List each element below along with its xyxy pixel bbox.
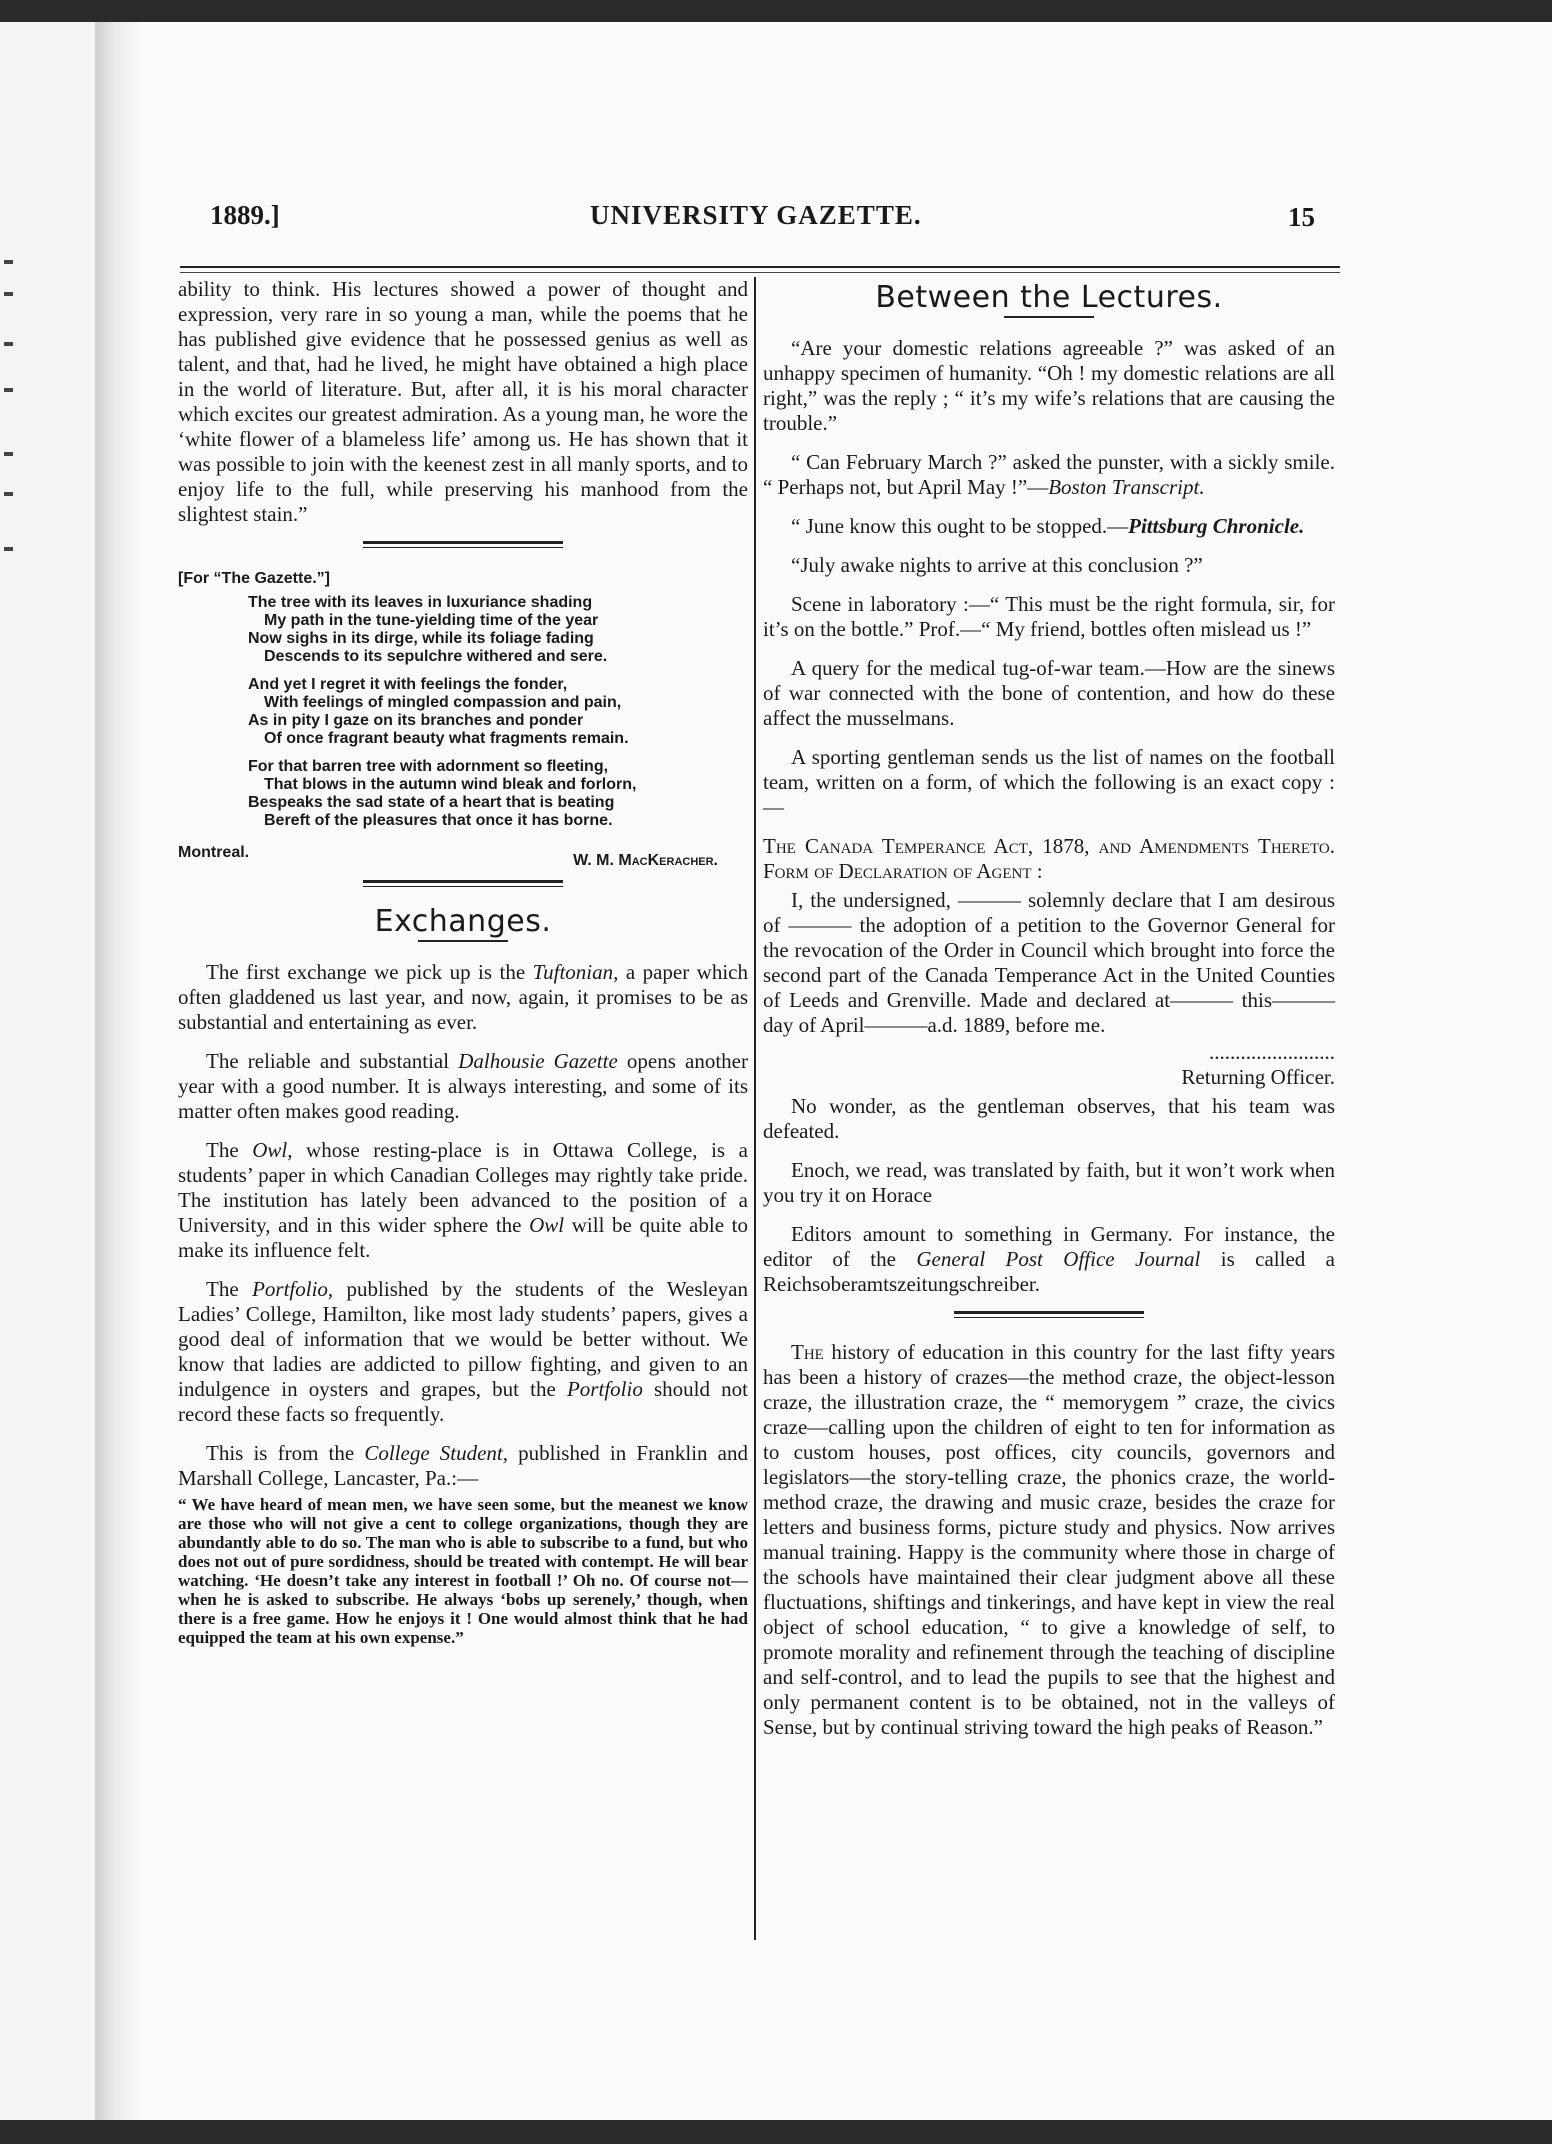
opening-paragraph: ability to think. His lectures showed a power of thought and expression, very rare in so young a man, while the poems that he has published give evidence that he possessed genius as well as talent, and that, had he lived, he might have obtained a high place in the world of literature. But, after all, it is his moral character which excites our greatest admiration. As a young man, he wore the ‘white flower of a blameless life’ among us. He has shown that it was possible to join with the keenest zest in all manly sports, and to enjoy life to the full, while preserving his manhood from the slightest stain.” — [178, 277, 748, 526]
poem-line: Bereft of the pleasures that once it has borne. — [264, 812, 613, 829]
poem-line: As in pity I gaze on its branches and ponder — [248, 712, 584, 729]
poem-for-line: [For “The Gazette.”] — [178, 570, 331, 587]
poem-line: And yet I regret it with feelings the fonder, — [248, 676, 568, 693]
signature-dots: ........................ — [1209, 1040, 1335, 1064]
section-divider — [363, 880, 563, 887]
poem-stanza — [248, 594, 748, 666]
poem-line: Now sighs in its dirge, while its foliage fading — [248, 630, 594, 647]
joke-paragraph: “ Can February March ?” asked the punster, with a sickly smile. “ Perhaps not, but April May !”—Boston Transcript. — [763, 450, 1335, 499]
header-year: 1889.] — [210, 200, 280, 230]
returning-officer: Returning Officer. — [1181, 1065, 1335, 1089]
heading-rule — [1004, 316, 1094, 318]
exchange-paragraph: The reliable and substantial Dalhousie Gazette opens another year with a good number. It is always interesting, and some of its matter often makes good reading. — [178, 1049, 748, 1123]
exchange-paragraph: The first exchange we pick up is the Tuftonian, a paper which often gladdened us last year, and now, again, it promises to be as substantial and entertaining as ever. — [178, 960, 748, 1034]
form-title: The Canada Temperance Act, 1878, and Amendments Thereto. Form of Declaration of Agent : — [763, 834, 1335, 883]
poem-author: W. M. MacKeracher. — [573, 852, 718, 869]
poem-line: My path in the tune-yielding time of the year — [264, 612, 599, 629]
right-column — [763, 277, 1335, 1754]
poem-place: Montreal. — [178, 844, 250, 861]
poem-line: Bespeaks the sad state of a heart that is beating — [248, 794, 615, 811]
left-column — [178, 277, 748, 1661]
education-paragraph: The history of education in this country for the last fifty years has been a history of crazes—the method craze, the object-lesson craze, the illustration craze, the “ memorygem ” craze, the civics craze—calling upon the children of eight to ten for information as to custom houses, post offices, city councils, governors and legislators—the story-telling craze, the phonics craze, the world-method craze, the drawing and music craze, besides the craze for letters and business forms, picture study and physics. Now arrives manual training. Happy is the community where those in charge of the schools have maintained their clear judgment above all these fluctuations, shiftings and tinkerings, and have kept in view the real object of school education, “ to give a knowledge of self, to promote morality and refinement through the teaching of discipline and self-control, and to lead the pupils to see that the highest and only permanent content is to be obtained, not in the valleys of Sense, but by continual striving toward the high peaks of Reason.” — [763, 1340, 1335, 1739]
joke-paragraph: “Are your domestic relations agreeable ?” was asked of an unhappy specimen of humanity. “Oh ! my domestic relations are all right,” was the reply ; “ it’s my wife’s relations that are causing the trouble.” — [763, 336, 1335, 435]
poem-line: Descends to its sepulchre withered and sere. — [264, 648, 608, 665]
exchange-paragraph: The Owl, whose resting-place is in Ottawa College, is a students’ paper in which Canadian Colleges may rightly take pride. The institution has lately been advanced to the position of a University, and in this wider sphere the Owl will be quite able to make its influence felt. — [178, 1138, 748, 1262]
joke-paragraph: Scene in laboratory :—“ This must be the right formula, sir, for it’s on the bottle.” Prof.—“ My friend, bottles often mislead us !” — [763, 592, 1335, 641]
exchange-quote: “ We have heard of mean men, we have seen some, but the meanest we know are those who will not give a cent to college organizations, though they are abundantly able to do so. The man who is able to subscribe to a fund, but who does not out of pure sordidness, should be treated with contempt. He will bear watching. ‘He doesn’t take any interest in football !’ Oh no. Of course not—when he is asked to subscribe. He always ‘bobs up serenely,’ though, when there is a free game. How he enjoys it ! One would almost think that he had equipped the team at his own expense.” — [178, 1495, 748, 1647]
poem-line: That blows in the autumn wind bleak and forlorn, — [264, 776, 637, 793]
joke-paragraph: Enoch, we read, was translated by faith, but it won’t work when you try it on Horace — [763, 1158, 1335, 1207]
joke-paragraph: A query for the medical tug-of-war team.—How are the sinews of war connected with the bone of contention, and how do these affect the musselmans. — [763, 656, 1335, 730]
poem-stanza — [248, 676, 748, 748]
column-divider — [754, 277, 756, 1940]
header-title: UNIVERSITY GAZETTE. — [590, 200, 922, 230]
header-rule-thin — [180, 272, 1340, 273]
joke-paragraph: “ June know this ought to be stopped.—Pittsburg Chronicle. — [791, 514, 1305, 538]
form-body: I, the undersigned, ——— solemnly declare that I am desirous of ——— the adoption of a petition to the Governor General for the revocation of the Order in Council which brought into force the second part of the Canada Temperance Act in the United Counties of Leeds and Grenville. Made and declared at——— this———day of April———a.d. 1889, before me. — [763, 888, 1335, 1037]
exchange-paragraph: The Portfolio, published by the students of the Wesleyan Ladies’ College, Hamilton, like most lady students’ papers, gives a good deal of information that we would be better without. We know that ladies are addicted to pillow fighting, and given to an indulgence in oysters and grapes, but the Portfolio should not record these facts so frequently. — [178, 1277, 749, 1426]
page-number: 15 — [1288, 202, 1315, 232]
header-rule — [180, 266, 1340, 268]
joke-paragraph: Editors amount to something in Germany. For instance, the editor of the General Post Office Journal is called a Reichsoberamtszeitungschreiber. — [763, 1222, 1336, 1296]
poem — [178, 570, 748, 830]
joke-paragraph: “July awake nights to arrive at this conclusion ?” — [791, 553, 1203, 577]
poem-line: With feelings of mingled compassion and pain, — [264, 694, 622, 711]
exchanges-heading: Exchanges. — [374, 904, 552, 939]
page-header — [210, 200, 1315, 240]
heading-rule — [418, 940, 508, 942]
poem-line: The tree with its leaves in luxuriance shading — [248, 594, 593, 611]
poem-line: Of once fragrant beauty what fragments remain. — [264, 730, 629, 747]
poem-line: For that barren tree with adornment so fleeting, — [248, 758, 609, 775]
gutter-shadow — [95, 22, 143, 2120]
poem-stanza — [248, 758, 748, 830]
section-divider — [363, 541, 563, 548]
joke-paragraph: No wonder, as the gentleman observes, that his team was defeated. — [763, 1094, 1335, 1143]
exchange-paragraph: This is from the College Student, published in Franklin and Marshall College, Lancaster, Pa.:— — [178, 1441, 748, 1490]
joke-paragraph: A sporting gentleman sends us the list of names on the football team, written on a form, of which the following is an exact copy :— — [763, 745, 1335, 819]
between-lectures-heading: Between the Lectures. — [875, 280, 1223, 315]
adjacent-page-strip — [0, 22, 95, 2120]
poem-signature — [178, 840, 748, 869]
section-divider — [954, 1311, 1144, 1318]
